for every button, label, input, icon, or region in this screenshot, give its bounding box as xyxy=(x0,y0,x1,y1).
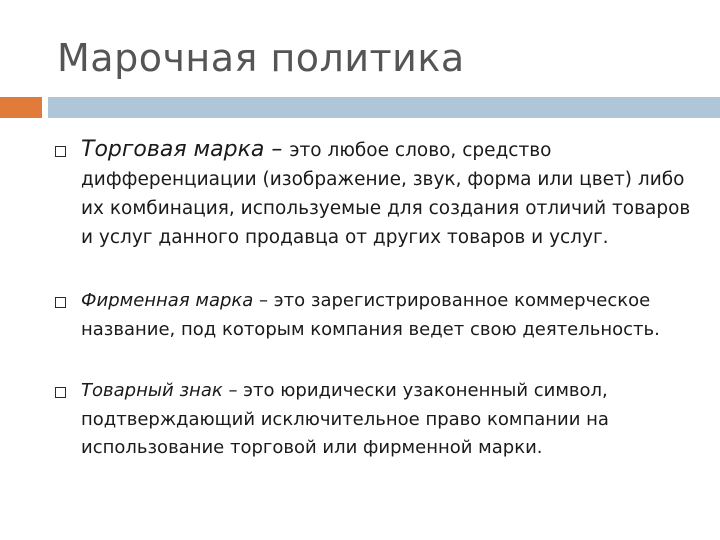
bullet-term: Фирменная марка xyxy=(81,290,254,311)
bullet-text xyxy=(81,135,691,252)
bullet-definition: это зарегистрированное коммерческое название, под которым компания ведет свою деятельность. xyxy=(81,290,660,340)
slide-title: Марочная политика xyxy=(57,36,465,80)
bullet-dash: – xyxy=(264,137,290,162)
bullet-dash: – xyxy=(253,290,274,311)
bullet-text xyxy=(81,377,691,463)
bullet-term: Товарный знак xyxy=(81,380,223,401)
bullet-dash: – xyxy=(222,380,244,401)
bullet-definition: это юридически узаконенный символ, подтверждающий исключительное право компании на использование торговой или фирменной марки. xyxy=(81,380,609,458)
square-bullet-icon xyxy=(55,146,66,157)
bullet-text xyxy=(81,287,691,344)
bullet-term: Торговая марка xyxy=(81,137,265,162)
bullet-definition: это любое слово, средство дифференциации (изображение, звук, форма или цвет) либо их комбинация, используемые для создания отличий товаров и услуг данного продавца от других товаров и услуг. xyxy=(81,140,691,248)
square-bullet-icon xyxy=(55,387,66,398)
square-bullet-icon xyxy=(55,297,66,308)
